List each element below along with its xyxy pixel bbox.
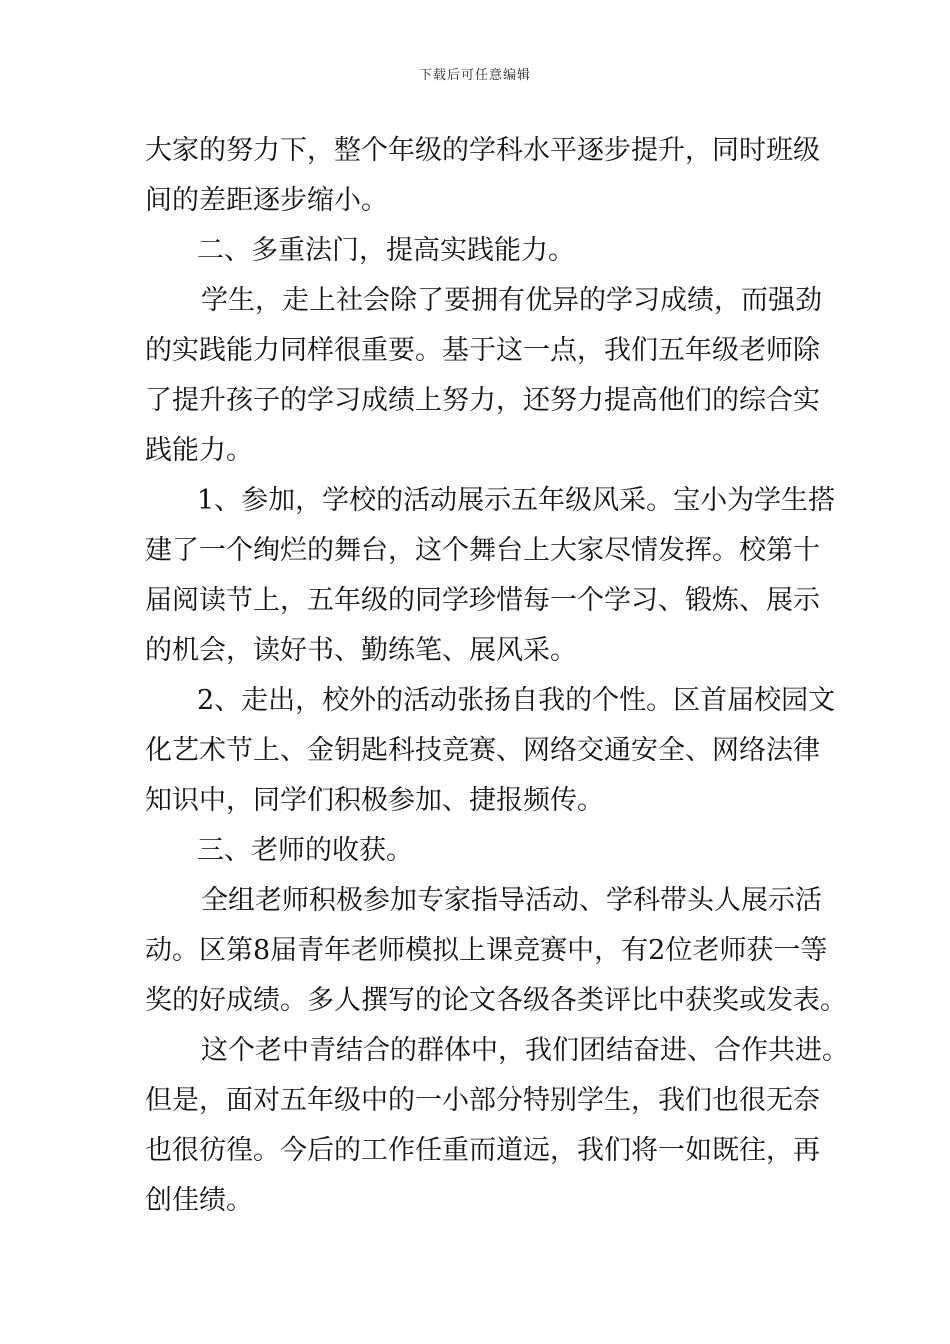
section-heading: 三、老师的收获。 xyxy=(197,835,413,866)
text-line: 学生，走上社会除了要拥有优异的学习成绩，而强劲 xyxy=(201,285,822,316)
text-line: 化艺术节上、金钥匙科技竞赛、网络交通安全、网络法律 xyxy=(145,735,820,766)
text-line: 这个老中青结合的群体中，我们团结奋进、合作共进。 xyxy=(201,1035,849,1066)
text-line: 届阅读节上，五年级的同学珍惜每一个学习、锻炼、展示 xyxy=(145,585,820,616)
text-line: 奖的好成绩。多人撰写的论文各级各类评比中获奖或发表。 xyxy=(145,985,847,1016)
section-heading: 二、多重法门，提高实践能力。 xyxy=(197,235,575,266)
text-line: 但是，面对五年级中的一小部分特别学生，我们也很无奈 xyxy=(145,1085,820,1116)
text-line: 间的差距逐步缩小。 xyxy=(145,185,388,216)
text-line: 的实践能力同样很重要。基于这一点，我们五年级老师除 xyxy=(145,335,820,366)
text-line: 知识中，同学们积极参加、捷报频传。 xyxy=(145,785,604,816)
text-line: 创佳绩。 xyxy=(145,1185,253,1216)
text-line: 2、走出，校外的活动张扬自我的个性。区首届校园文 xyxy=(197,685,836,716)
text-line: 全组老师积极参加专家指导活动、学科带头人展示活 xyxy=(201,885,822,916)
text-line: 的机会，读好书、勤练笔、展风采。 xyxy=(145,635,577,666)
text-line: 践能力。 xyxy=(145,435,253,466)
text-line: 动。区第8届青年老师模拟上课竞赛中，有2位老师获一等 xyxy=(145,935,828,966)
text-line: 也很彷徨。今后的工作任重而道远，我们将一如既往，再 xyxy=(145,1135,820,1166)
text-line: 建了一个绚烂的舞台，这个舞台上大家尽情发挥。校第十 xyxy=(145,535,820,566)
text-line: 了提升孩子的学习成绩上努力，还努力提高他们的综合实 xyxy=(145,385,820,416)
text-line: 大家的努力下，整个年级的学科水平逐步提升，同时班级 xyxy=(145,135,820,166)
page-header: 下载后可任意编辑 xyxy=(418,68,531,83)
text-line: 1、参加，学校的活动展示五年级风采。宝小为学生搭 xyxy=(197,485,836,516)
